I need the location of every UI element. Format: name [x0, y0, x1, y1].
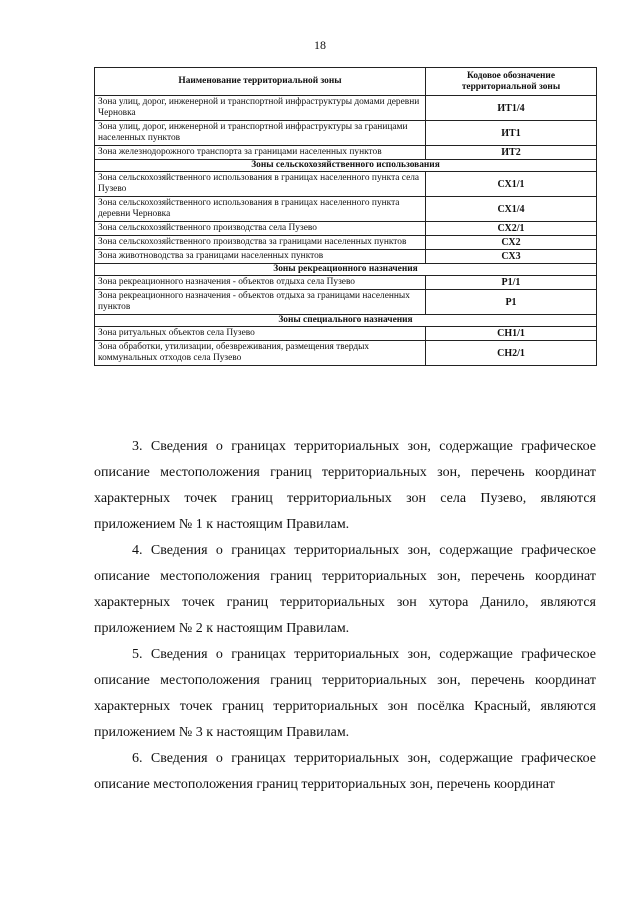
zone-name-cell: Зона обработки, утилизации, обезвреживания, размещения твердых коммунальных отходов села Пузево: [95, 341, 426, 366]
zone-code-cell: СХ1/1: [426, 172, 597, 197]
header-zone-name: Наименование территориальной зоны: [95, 68, 426, 96]
table-row: [95, 197, 597, 222]
table-row: [95, 327, 597, 341]
zone-name-cell: Зона железнодорожного транспорта за границами населенных пунктов: [95, 146, 426, 160]
zone-code-cell: ИТ2: [426, 146, 597, 160]
zone-name-cell: Зона ритуальных объектов села Пузево: [95, 327, 426, 341]
zone-name-cell: Зона улиц, дорог, инженерной и транспортной инфраструктуры за границами населенных пунктов: [95, 121, 426, 146]
table-row: [95, 121, 597, 146]
zone-code-cell: СН2/1: [426, 341, 597, 366]
zone-name-cell: Зона рекреационного назначения - объектов отдыха за границами населенных пунктов: [95, 290, 426, 315]
zone-name-cell: Зона сельскохозяйственного использования в границах населенного пункта деревни Черновка: [95, 197, 426, 222]
zones-table: [94, 67, 597, 366]
zone-code-cell: Р1/1: [426, 276, 597, 290]
zone-name-cell: Зона сельскохозяйственного производства села Пузево: [95, 222, 426, 236]
zone-code-cell: СХ2/1: [426, 222, 597, 236]
zone-name-cell: Зона улиц, дорог, инженерной и транспортной инфраструктуры домами деревни Черновка: [95, 96, 426, 121]
zone-code-cell: СХ1/4: [426, 197, 597, 222]
section-title: Зоны сельскохозяйственного использования: [95, 160, 597, 172]
table-row: [95, 341, 597, 366]
table-row: [95, 290, 597, 315]
table-row: [95, 96, 597, 121]
table-header-row: [95, 68, 597, 96]
paragraph-5: 5. Сведения о границах территориальных зон, содержащие графическое описание местоположения границ территориальных зон, перечень координат характерных точек границ территориальных зон посёлка Красный, являются приложением № 3 к настоящим Правилам.: [94, 647, 596, 740]
header-zone-code: Кодовое обозначение территориальной зоны: [426, 68, 597, 96]
zone-code-cell: СХ2: [426, 236, 597, 250]
zone-code-cell: Р1: [426, 290, 597, 315]
paragraph-3: 3. Сведения о границах территориальных зон, содержащие графическое описание местоположения границ территориальных зон, перечень координат характерных точек границ территориальных зон села Пузево, являются приложением № 1 к настоящим Правилам.: [94, 439, 596, 532]
section-title: Зоны рекреационного назначения: [95, 264, 597, 276]
section-title: Зоны специального назначения: [95, 315, 597, 327]
table-row: [95, 222, 597, 236]
zone-code-cell: ИТ1: [426, 121, 597, 146]
section-row: [95, 315, 597, 327]
zone-code-cell: ИТ1/4: [426, 96, 597, 121]
paragraph-4: 4. Сведения о границах территориальных зон, содержащие графическое описание местоположения границ территориальных зон, перечень координат характерных точек границ территориальных зон хутора Данило, являются приложением № 2 к настоящим Правилам.: [94, 543, 596, 636]
table-row: [95, 236, 597, 250]
page-number: 18: [314, 38, 326, 52]
zone-code-cell: СН1/1: [426, 327, 597, 341]
body-text: [94, 434, 596, 798]
zone-name-cell: Зона рекреационного назначения - объектов отдыха села Пузево: [95, 276, 426, 290]
section-row: [95, 264, 597, 276]
zone-code-cell: СХ3: [426, 250, 597, 264]
table-row: [95, 172, 597, 197]
section-row: [95, 160, 597, 172]
table-row: [95, 250, 597, 264]
zone-name-cell: Зона сельскохозяйственного использования в границах населенного пункта села Пузево: [95, 172, 426, 197]
table-row: [95, 276, 597, 290]
zone-name-cell: Зона сельскохозяйственного производства за границами населенных пунктов: [95, 236, 426, 250]
table-row: [95, 146, 597, 160]
paragraph-6: 6. Сведения о границах территориальных зон, содержащие графическое описание местоположения границ территориальных зон, перечень координат: [94, 751, 596, 792]
zone-name-cell: Зона животноводства за границами населенных пунктов: [95, 250, 426, 264]
